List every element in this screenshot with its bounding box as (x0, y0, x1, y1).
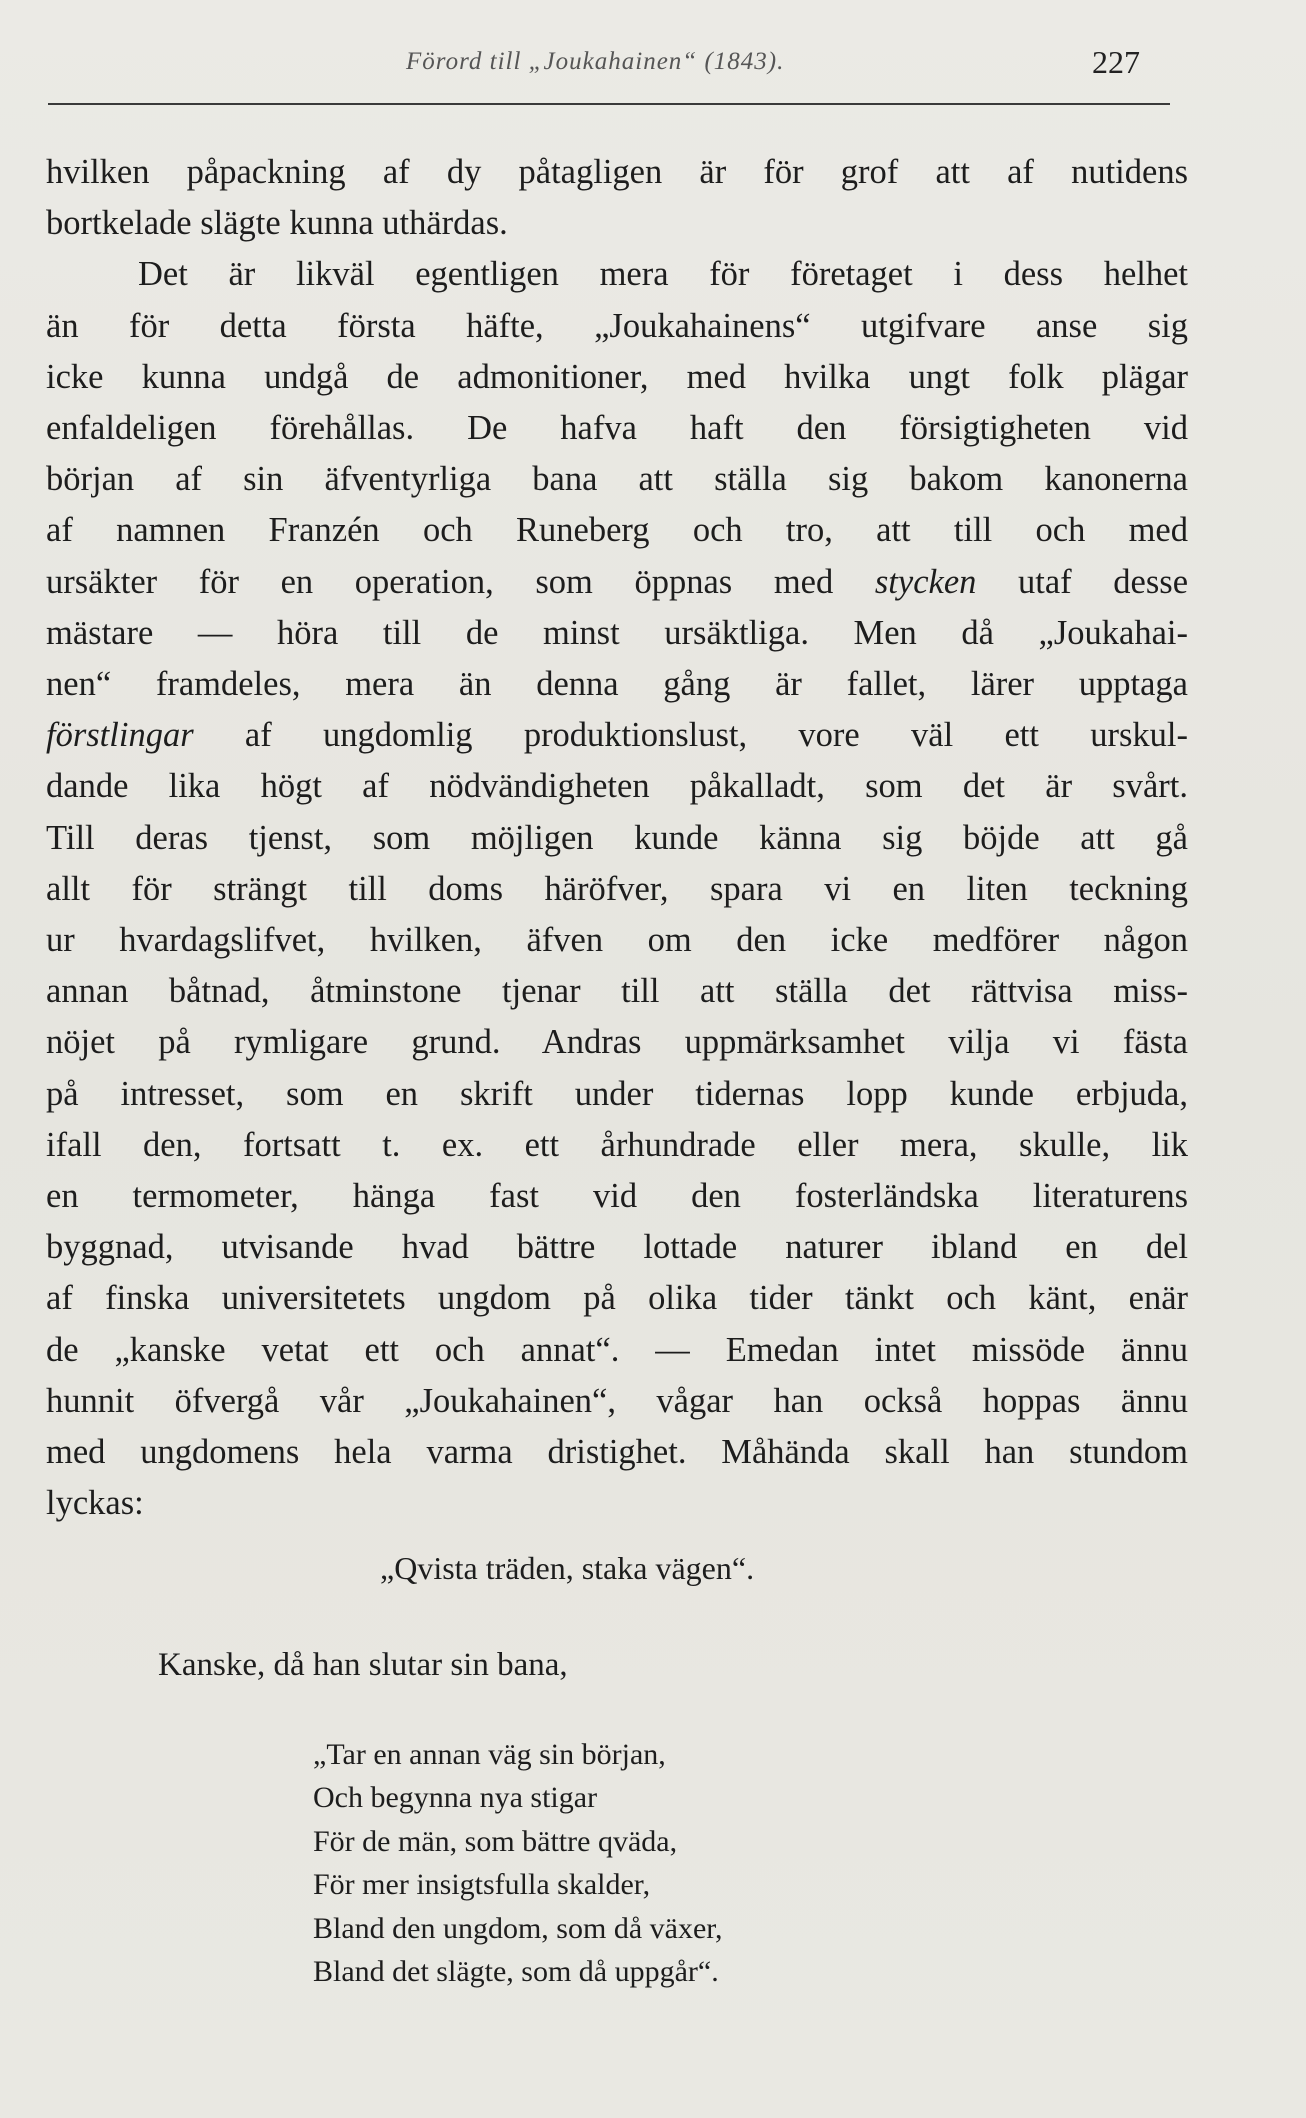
text-line: ifall den, fortsatt t. ex. ett århundrade eller mera, skulle, lik (46, 1125, 1188, 1164)
text-line: Det är likväl egentligen mera för företaget i dess helhet (138, 255, 1188, 294)
page-number: 227 (1092, 44, 1140, 80)
page-header (50, 42, 1140, 82)
text-line: af finska universitetets ungdom på olika tider tänkt och känt, enär (46, 1279, 1188, 1318)
text-line: mästare — höra till de minst ursäktliga. Men då „Joukahai- (46, 613, 1188, 652)
text-line: nen“ framdeles, mera än denna gång är fallet, lärer upptaga (46, 665, 1188, 704)
text-line: byggnad, utvisande hvad bättre lottade naturer ibland en del (46, 1228, 1188, 1267)
poem-line: För de män, som bättre qväda, (313, 1824, 678, 1858)
poem-line: „Tar en annan väg sin början, (313, 1738, 666, 1771)
text-line: hunnit öfvergå vår „Joukahainen“, vågar han också hoppas ännu (46, 1381, 1188, 1420)
text-line: Till deras tjenst, som möjligen kunde känna sig böjde att gå (46, 818, 1188, 857)
text-segment: ursäkter för en operation, som öppnas med (46, 562, 834, 601)
text-line: annan båtnad, åtminstone tjenar till att ställa det rättvisa miss- (46, 972, 1188, 1011)
text-segment: af ungdomlig produktionslust, vore väl ett urskul- (244, 716, 1188, 755)
text-line: allt för strängt till doms häröfver, spara vi en liten teckning (46, 869, 1188, 908)
text-line: bortkelade slägte kunna uthärdas. (46, 204, 508, 243)
text-line: de „kanske vetat ett och annat“. — Emedan intet missöde ännu (46, 1330, 1188, 1369)
poem-block (313, 1733, 723, 1993)
header-rule (48, 103, 1170, 105)
poem-line: Bland den ungdom, som då växer, (313, 1911, 723, 1945)
text-line: hvilken påpackning af dy påtagligen är för grof att af nutidens (46, 153, 1188, 191)
running-head: Förord till „Joukahainen“ (1843). (406, 48, 785, 75)
text-segment: utaf desse (1018, 562, 1189, 601)
quote-lead-line: Kanske, då han slutar sin bana, (158, 1647, 568, 1683)
text-line-with-italics (46, 710, 1188, 761)
text-line: icke kunna undgå de admonitioner, med hvilka ungt folk plägar (46, 357, 1188, 396)
text-line: dande lika högt af nödvändigheten påkalladt, som det är svårt. (46, 767, 1188, 806)
body-text (46, 147, 1188, 1529)
italic-word: förstlingar (46, 716, 194, 755)
text-line: enfaldeligen förehållas. De hafva haft den försigtigheten vid (46, 409, 1188, 448)
poem-line: Bland det slägte, som då uppgår“. (313, 1955, 719, 1989)
text-line: början af sin äfventyrliga bana att ställa sig bakom kanonerna (46, 460, 1188, 499)
text-line: lyckas: (46, 1484, 144, 1523)
quote-line: „Qvista träden, staka vägen“. (380, 1550, 755, 1586)
poem-line: För mer insigtsfulla skalder, (313, 1868, 651, 1902)
text-line: af namnen Franzén och Runeberg och tro, att till och med (46, 511, 1188, 550)
poem-line: Och begynna nya stigar (313, 1781, 598, 1815)
text-line-with-italics (46, 557, 1188, 608)
text-line: nöjet på rymligare grund. Andras uppmärksamhet vilja vi fästa (46, 1023, 1188, 1062)
text-line: än för detta första häfte, „Joukahainens“ utgifvare anse sig (46, 306, 1188, 345)
text-line: en termometer, hänga fast vid den fosterländska literaturens (46, 1177, 1188, 1216)
text-line: ur hvardagslifvet, hvilken, äfven om den icke medförer någon (46, 921, 1188, 960)
italic-word: stycken (874, 562, 977, 601)
text-line: med ungdomens hela varma dristighet. Måhända skall han stundom (46, 1433, 1188, 1472)
text-line: på intresset, som en skrift under tidernas lopp kunde erbjuda, (46, 1074, 1188, 1113)
